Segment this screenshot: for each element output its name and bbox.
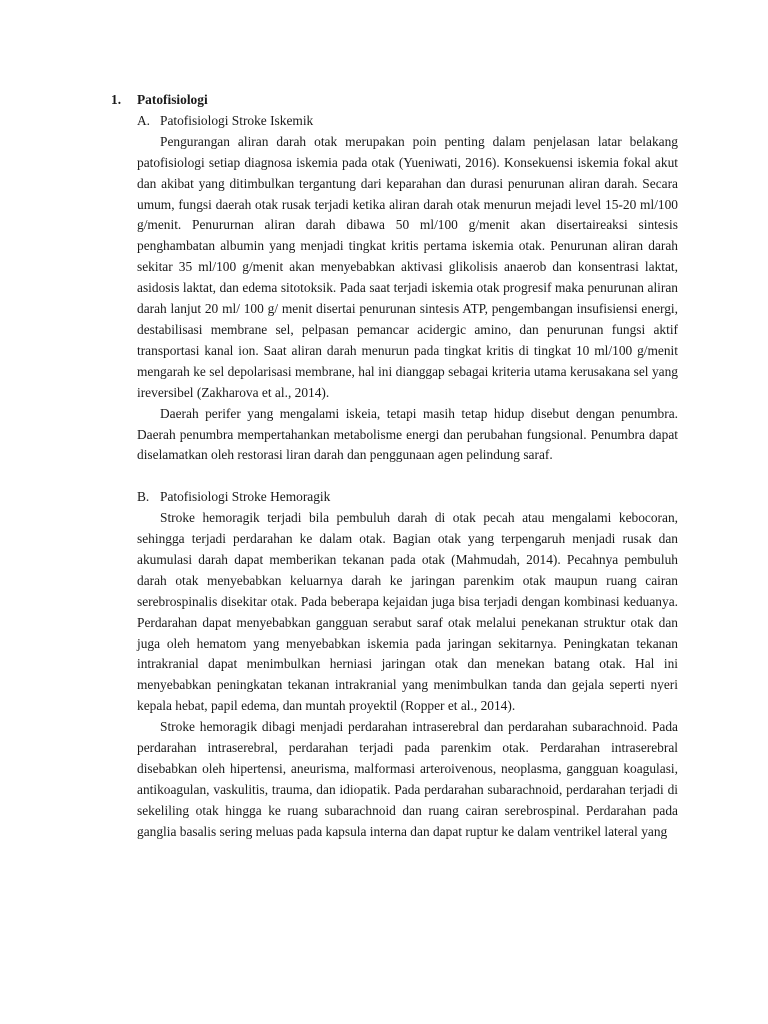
paragraph-b2: Stroke hemoragik dibagi menjadi perdarahan intraserebral dan perdarahan subarachnoid. Pada perdarahan intraserebral, perdarahan terjadi pada parenkim otak. Perdarahan intraserebral disebabkan oleh hipertensi, aneurisma, malformasi arteroivenous, neoplasma, gangguan koagulasi, antikoagulan, vaskulitis, trauma, dan idiopatik. Pada perdarahan subarachnoid, perdarahan terjadi di sekeliling otak hingga ke ruang subarachnoid dan ruang cairan serebrospinal. Perdarahan pada ganglia basalis sering meluas pada kapsula interna dan dapat ruptur ke dalam ventrikel lateral yang	[137, 719, 678, 839]
section-gap	[137, 466, 678, 487]
subsection-heading-b	[137, 487, 678, 508]
paragraph-a2: Daerah perifer yang mengalami iskeia, tetapi masih tetap hidup disebut dengan penumbra. Daerah penumbra mempertahankan metabolisme energi dan perubahan fungsional. Penumbra dapat diselamatkan oleh restorasi liran darah dan penggunaan agen pelindung saraf.	[137, 405, 678, 463]
paragraph-b1: Stroke hemoragik terjadi bila pembuluh darah di otak pecah atau mengalami kebocoran, sehingga terjadi perdarahan ke dalam otak. Bagian otak yang terpengaruh menjadi rusak dan akumulasi darah dapat memberikan tekanan pada otak (Mahmudah, 2014). Pecahnya pembuluh darah otak menyebabkan keluarnya darah ke jaringan parenkim otak maupun ruang cairan serebrospinalis disekitar otak. Pada beberapa kejaidan juga bisa terjadi dengan kombinasi keduanya. Perdarahan dapat menyebabkan gangguan serabut saraf otak melalui penekanan struktur otak dan juga oleh hematom yang menyebabkan iskemia pada jaringan sekitarnya. Peningkatan tekanan intrakranial dapat menimbulkan herniasi jaringan otak dan menekan batang otak. Hal ini menyebabkan peningkatan tekanan intrakranial yang menimbulkan tanda dan gejala seperti nyeri kepala hebat, papil edema, dan muntah proyektil (Ropper et al., 2014).	[137, 510, 678, 714]
subsection-title-a: Patofisiologi Stroke Iskemik	[160, 112, 314, 128]
subsection-heading-a	[137, 111, 678, 132]
subsection-title-b: Patofisiologi Stroke Hemoragik	[160, 489, 331, 505]
section-heading	[111, 90, 678, 111]
section-number: 1.	[111, 92, 122, 107]
paragraph-a1: Pengurangan aliran darah otak merupakan poin penting dalam penjelasan latar belakang patofisiologi setiap diagnosa iskemia pada otak (Yueniwati, 2016). Konsekuensi iskemia fokal akut dan akibat yang ditimbulkan tergantung dari keparahan dan durasi penurunan aliran darah. Secara umum, fungsi daerah otak rusak terjadi ketika aliran darah otak menurun mejadi level 15-20 ml/100 g/menit. Penururnan aliran darah dibawa 50 ml/100 g/menit akan disertaireaksi sintesis penghambatan albumin yang menjadi tingkat kritis pertama iskemia otak. Penurunan aliran darah sekitar 35 ml/100 g/menit akan menyebabkan aktivasi glikolisis anaerob dan konsentrasi laktat, asidosis laktat, dan edema sitotoksik. Pada saat terjadi iskemia otak progresif maka penurunan aliran darah lanjut 20 ml/ 100 g/ menit disertai penurunan sintesis ATP, pengembangan insufisiensi energi, destabilisasi membrane sel, pelpasan pemancar acidergic amino, dan penurunan fungsi aktif transportasi kanal ion. Saat aliran darah menurun pada tingkat kritis di tingkat 10 ml/100 g/menit mengarah ke sel depolarisasi membrane, hal ini dianggap sebagai kriteria utama kerusakana sel yang ireversibel (Zakharova et al., 2014).	[137, 133, 678, 400]
section-title: Patofisiologi	[137, 92, 208, 107]
document-body	[111, 90, 678, 843]
subsection-letter-a: A.	[137, 112, 151, 128]
subsection-letter-b: B.	[137, 489, 150, 505]
